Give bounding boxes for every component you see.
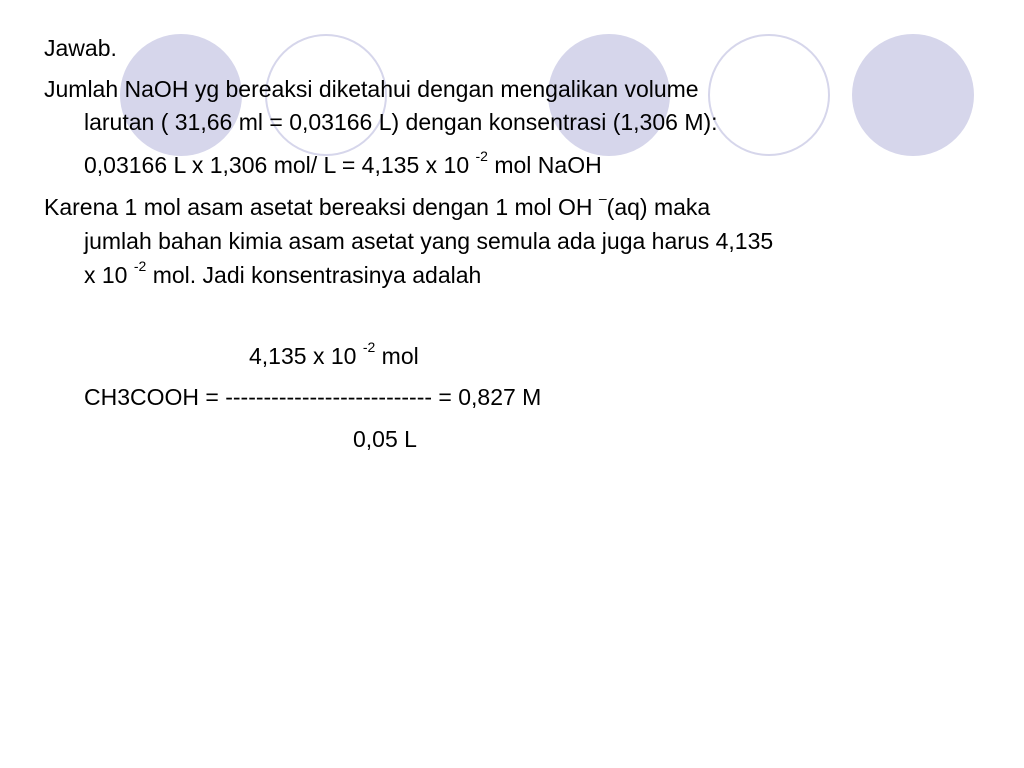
calc1-exponent: -2 <box>475 148 488 165</box>
calc1-line <box>84 148 602 182</box>
numerator-exponent: -2 <box>362 339 376 356</box>
numerator-text: 4,135 x 10 <box>249 343 363 369</box>
equation-denominator: 0,05 L <box>353 426 417 452</box>
heading: Jawab. <box>44 35 117 61</box>
equation-numerator <box>249 339 419 373</box>
para2-exponent: -2 <box>133 258 147 275</box>
para2-line1 <box>44 190 710 224</box>
para2-line1-end: (aq) maka <box>606 194 711 220</box>
para2-line3 <box>84 258 481 292</box>
para1-line1: Jumlah NaOH yg bereaksi diketahui dengan mengalikan volume <box>44 76 699 102</box>
equation-main: CH3COOH = --------------------------- = 0,827 M <box>84 384 542 410</box>
charge-superscript: – <box>598 190 607 207</box>
para2-line3-end: mol. Jadi konsentrasinya adalah <box>146 262 482 288</box>
calc1-text: 0,03166 L x 1,306 mol/ L = 4,135 x 10 <box>84 152 476 178</box>
numerator-unit: mol <box>375 343 419 369</box>
para2-line2: jumlah bahan kimia asam asetat yang semula ada juga harus 4,135 <box>84 228 774 254</box>
para1-line2: larutan ( 31,66 ml = 0,03166 L) dengan konsentrasi (1,306 M): <box>84 109 718 135</box>
para2-line1-text: Karena 1 mol asam asetat bereaksi dengan 1 mol OH <box>44 194 599 220</box>
para2-line3-text: x 10 <box>84 262 134 288</box>
calc1-unit: mol NaOH <box>487 152 602 178</box>
